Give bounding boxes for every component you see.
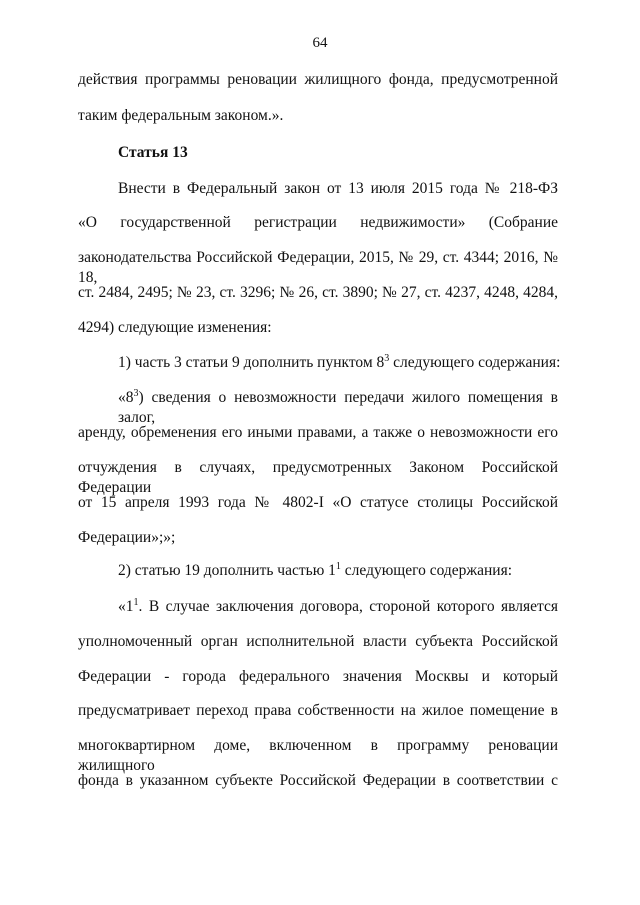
item-2-line [118, 561, 512, 581]
text-line-4: Внести в Федеральный закон от 13 июля 2015 года № 218-ФЗ [118, 180, 558, 197]
text-line-12: отчуждения в случаях, предусмотренных Законом Российской Федерации [78, 459, 558, 496]
text-line-2: таким федеральным законом.». [78, 107, 284, 124]
item-1-text-b: следующего содержания: [389, 354, 561, 371]
quote-1-text-a: «8 [118, 389, 134, 406]
text-line-5: «О государственной регистрации недвижимости» (Собрание [78, 214, 558, 231]
item-2-superscript: 1 [335, 561, 341, 572]
text-line-21: фонда в указанном субъекте Российской Федерации в соответствии с [78, 772, 558, 789]
text-line-8: 4294) следующие изменения: [78, 319, 272, 336]
quote-2-text-a: «1 [118, 598, 134, 615]
quote-1-text-b: ) сведения о невозможности передачи жилого помещения в залог, [118, 389, 558, 426]
item-1-text-a: 1) часть 3 статьи 9 дополнить пунктом 8 [118, 354, 385, 371]
item-1-superscript: 3 [384, 353, 390, 364]
page-number: 64 [312, 35, 328, 51]
text-line-18: Федерации - города федерального значения Москвы и который [78, 668, 558, 685]
text-line-19: предусматривает переход права собственности на жилое помещение в [78, 702, 558, 719]
text-line-6: законодательства Российской Федерации, 2015, № 29, ст. 4344; 2016, № 18, [78, 249, 558, 286]
item-2-text-b: следующего содержания: [340, 562, 513, 579]
text-line-17: уполномоченный орган исполнительной власти субъекта Российской [78, 633, 558, 650]
quote-1-line [118, 388, 558, 428]
text-line-14: Федерации»;»; [78, 529, 176, 546]
text-line-11: аренду, обременения его иными правами, а также о невозможности его [78, 424, 558, 441]
item-2-text-a: 2) статью 19 дополнить частью 1 [118, 562, 336, 579]
article-heading: Статья 13 [118, 144, 188, 161]
text-line-13: от 15 апреля 1993 года № 4802-I «О статусе столицы Российской [78, 494, 558, 511]
quote-2-text-b: . В случае заключения договора, стороной которого является [138, 598, 558, 615]
text-line-20: многоквартирном доме, включенном в программу реновации жилищного [78, 737, 558, 774]
item-1-line [118, 353, 560, 373]
quote-1-superscript: 3 [133, 388, 139, 399]
text-line-1: действия программы реновации жилищного фонда, предусмотренной [78, 71, 558, 88]
text-line-7: ст. 2484, 2495; № 23, ст. 3296; № 26, ст. 3890; № 27, ст. 4237, 4248, 4284, [78, 284, 558, 301]
quote-2-superscript: 1 [133, 597, 139, 608]
quote-2-line [118, 597, 558, 617]
